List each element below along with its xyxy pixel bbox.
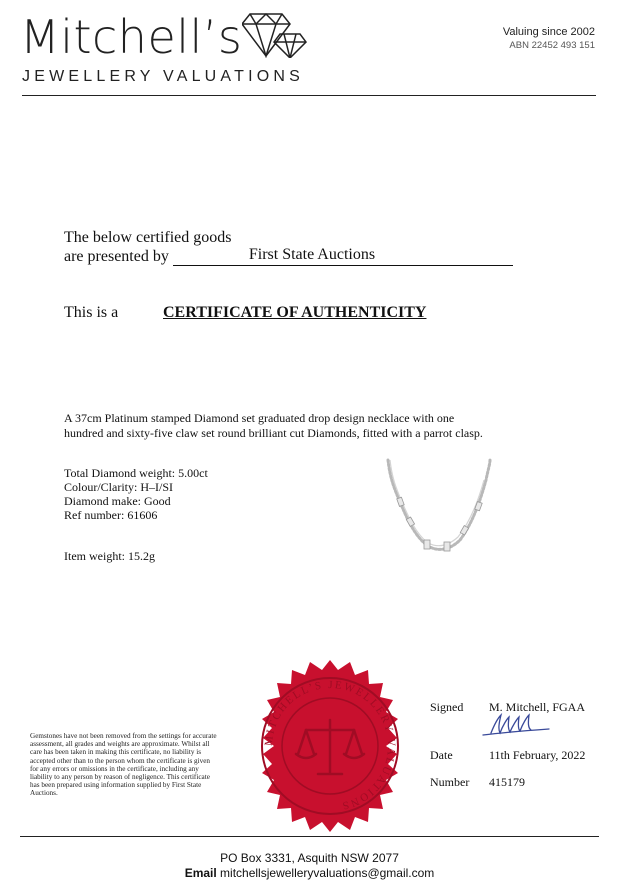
ref-number: Ref number: 61606 xyxy=(64,508,158,522)
date-value: 11th February, 2022 xyxy=(489,748,586,762)
seal-ring-text: MITCHELL’S JEWELLERY VALUATIONS xyxy=(262,678,398,812)
number-label: Number xyxy=(430,775,470,789)
footer-divider xyxy=(20,836,599,837)
presented-prefix: are presented by xyxy=(64,248,169,265)
description-line2: hundred and sixty-five claw set round brilliant cut Diamonds, fitted with a parrot clasp. xyxy=(64,426,483,440)
description-line1: A 37cm Platinum stamped Diamond set graduated drop design necklace with one xyxy=(64,411,455,425)
presented-line1: The below certified goods xyxy=(64,229,232,246)
valuing-since: Valuing since 2002 xyxy=(502,26,595,38)
diamond-make: Diamond make: Good xyxy=(64,494,171,508)
footer-email[interactable]: mitchellsjewelleryvaluations@gmail.com xyxy=(220,866,435,880)
recipient-underline xyxy=(173,247,513,266)
colour-clarity: Colour/Clarity: H–I/SI xyxy=(64,480,173,494)
footer-address: PO Box 3331, Asquith NSW 2077 xyxy=(220,851,399,865)
signature-image xyxy=(481,711,553,741)
certificate-prefix: This is a xyxy=(64,304,119,321)
presented-line2 xyxy=(64,247,513,266)
recipient-name: First State Auctions xyxy=(248,246,376,263)
certificate-seal xyxy=(242,658,418,834)
brand-name: Mitchell’s xyxy=(20,10,243,64)
total-diamond-weight: Total Diamond weight: 5.00ct xyxy=(64,466,208,480)
necklace-image xyxy=(380,458,492,562)
diamond-icon xyxy=(242,12,308,58)
abn-number: ABN 22452 493 151 xyxy=(509,40,595,51)
footer-email-label: Email xyxy=(184,866,217,880)
signed-name: M. Mitchell, FGAA xyxy=(489,700,585,714)
item-weight: Item weight: 15.2g xyxy=(64,549,155,563)
header-divider xyxy=(22,95,596,96)
date-label: Date xyxy=(430,748,453,762)
brand-subtitle: JEWELLERY VALUATIONS xyxy=(22,68,304,85)
disclaimer-text: Gemstones have not been removed from the settings for accurate assessment, all grades and weights are approximate. Whilst all care has been taken in making this certificate, no liability is accepted other than to the person whom the certificate is given for any errors or omissions in the certificate, including any liability to any person by reason of negligence. This certificate has been prepared using information supplied by First State Auctions. xyxy=(30,732,217,798)
signed-label: Signed xyxy=(430,700,464,714)
number-value: 415179 xyxy=(489,775,525,789)
certificate-title: CERTIFICATE OF AUTHENTICITY xyxy=(163,304,427,321)
footer-email-line xyxy=(0,866,619,880)
